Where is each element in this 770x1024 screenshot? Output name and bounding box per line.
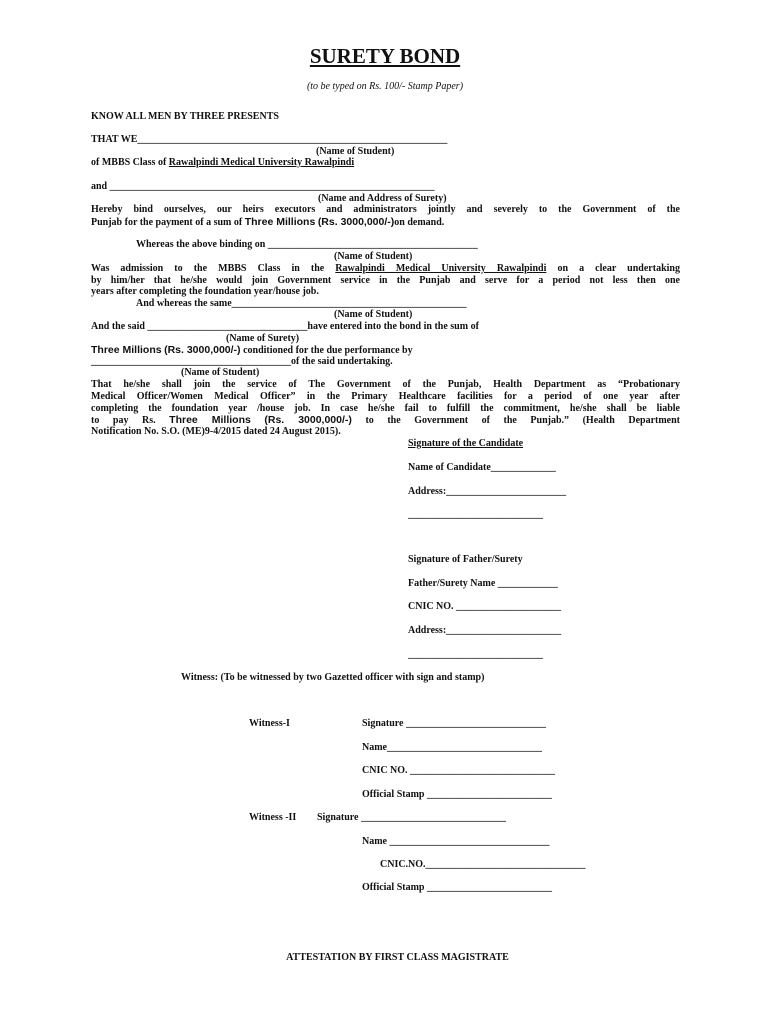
witness-1-signature-field: Signature ____________________________ — [362, 718, 546, 729]
witness-2-label: Witness -II — [249, 812, 297, 823]
surety-name-field: Father/Surety Name ____________ — [408, 578, 558, 589]
to-pay-suffix: to the Government of the Punjab.” (Health Department — [351, 415, 681, 426]
surety-signature-label: Signature of Father/Surety — [408, 554, 523, 565]
surety-address-field: Address:_______________________ — [408, 625, 562, 636]
service-clause-line-3: completing the foundation year /house job. In case he/she fail to fulfill the commitment, he/she shall be liable — [91, 403, 680, 414]
notification-line: Notification No. S.O. (ME)9-4/2015 dated 24 August 2015). — [91, 426, 341, 437]
payment-sum-line — [91, 216, 444, 229]
witness-2-name-field: Name ________________________________ — [362, 836, 550, 847]
on-demand-text: on demand. — [394, 217, 445, 228]
undertaking-line: by him/her that he/she would join Government service in the Punjab and serve for a period not less then one — [91, 275, 680, 286]
was-admission-prefix: Was admission to the MBBS Class in the — [91, 263, 336, 274]
and-the-said-prefix: And the said ________________________________ — [91, 321, 308, 332]
witness-heading: Witness: (To be witnessed by two Gazetted officer with sign and stamp) — [181, 672, 485, 683]
candidate-name-field: Name of Candidate_____________ — [408, 462, 556, 473]
and-surety-line: and _________________________________________________________________ — [91, 181, 435, 192]
witness-1-stamp-field: Official Stamp _________________________ — [362, 789, 552, 800]
witness-1-label: Witness-I — [249, 718, 290, 729]
foundation-year-line: years after completing the foundation year/house job. — [91, 286, 319, 297]
hereby-bind-line: Hereby bind ourselves, our heirs executors and administrators jointly and severely to the Government of the — [91, 204, 680, 215]
amount-rupees: (Rs. 3000,000/-) — [164, 344, 241, 356]
name-of-student-caption: (Name of Student) — [334, 251, 413, 262]
name-of-student-caption: (Name of Student) — [334, 309, 413, 320]
witness-2-signature-field: Signature _____________________________ — [317, 812, 506, 823]
name-of-student-caption: (Name of Student) — [181, 367, 260, 378]
was-admission-line — [91, 263, 680, 275]
know-all-heading: KNOW ALL MEN BY THREE PRESENTS — [91, 111, 279, 122]
candidate-address-field: Address:________________________ — [408, 486, 567, 497]
amount-words: Three Millions — [169, 414, 251, 426]
name-of-surety-caption: (Name of Surety) — [226, 333, 300, 344]
said-undertaking-line: ________________________________________of the said undertaking. — [91, 356, 393, 367]
amount-rupees: (Rs. 3000,000/-) — [317, 216, 395, 228]
service-clause-line-1: That he/she shall join the service of The Government of the Punjab, Health Department as “Probationary — [91, 379, 680, 390]
amount-words: Three Millions — [91, 344, 162, 356]
amount-words: Three Millions — [244, 216, 316, 228]
surety-address-continuation: ___________________________ — [408, 649, 543, 660]
payment-prefix: Punjab for the payment of a sum of — [91, 217, 245, 228]
was-admission-suffix: on a clear undertaking — [546, 263, 680, 274]
candidate-signature-label: Signature of the Candidate — [408, 438, 524, 449]
document-title: SURETY BOND — [309, 44, 461, 68]
name-of-student-caption: (Name of Student) — [316, 146, 395, 157]
witness-1-name-field: Name_______________________________ — [362, 742, 542, 753]
mbbs-class-line — [91, 157, 354, 169]
university-name: Rawalpindi Medical University Rawalpindi — [335, 263, 547, 274]
and-whereas-line: And whereas the same_______________________________________________ — [136, 298, 467, 309]
university-name: Rawalpindi Medical University Rawalpindi — [168, 157, 355, 168]
document-subtitle: (to be typed on Rs. 100/- Stamp Paper) — [306, 81, 464, 92]
name-address-surety-caption: (Name and Address of Surety) — [318, 193, 447, 204]
witness-2-stamp-field: Official Stamp _________________________ — [362, 882, 552, 893]
attestation-heading: ATTESTATION BY FIRST CLASS MAGISTRATE — [286, 952, 509, 963]
candidate-address-continuation: ___________________________ — [408, 509, 543, 520]
witness-1-cnic-field: CNIC NO. _____________________________ — [362, 765, 556, 776]
bond-sum-text: have entered into the bond in the sum of — [307, 321, 479, 332]
whereas-binding-line: Whereas the above binding on __________________________________________ — [136, 239, 478, 250]
amount-rupees: (Rs. 3000,000/-) — [264, 414, 352, 426]
and-the-said-line — [91, 321, 479, 333]
surety-cnic-field: CNIC NO. _____________________ — [408, 601, 562, 612]
to-pay-prefix: to pay Rs. — [91, 415, 170, 426]
that-we-line: THAT WE______________________________________________________________ — [91, 134, 448, 145]
service-clause-line-2: Medical Officer/Women Medical Officer” in the Primary Healthcare facilities for a period of one year after — [91, 391, 680, 402]
conditioned-text: conditioned for the due performance by — [240, 345, 413, 356]
witness-2-cnic-field: CNIC.NO.________________________________ — [380, 859, 586, 870]
mbbs-prefix: of MBBS Class of — [91, 157, 169, 168]
